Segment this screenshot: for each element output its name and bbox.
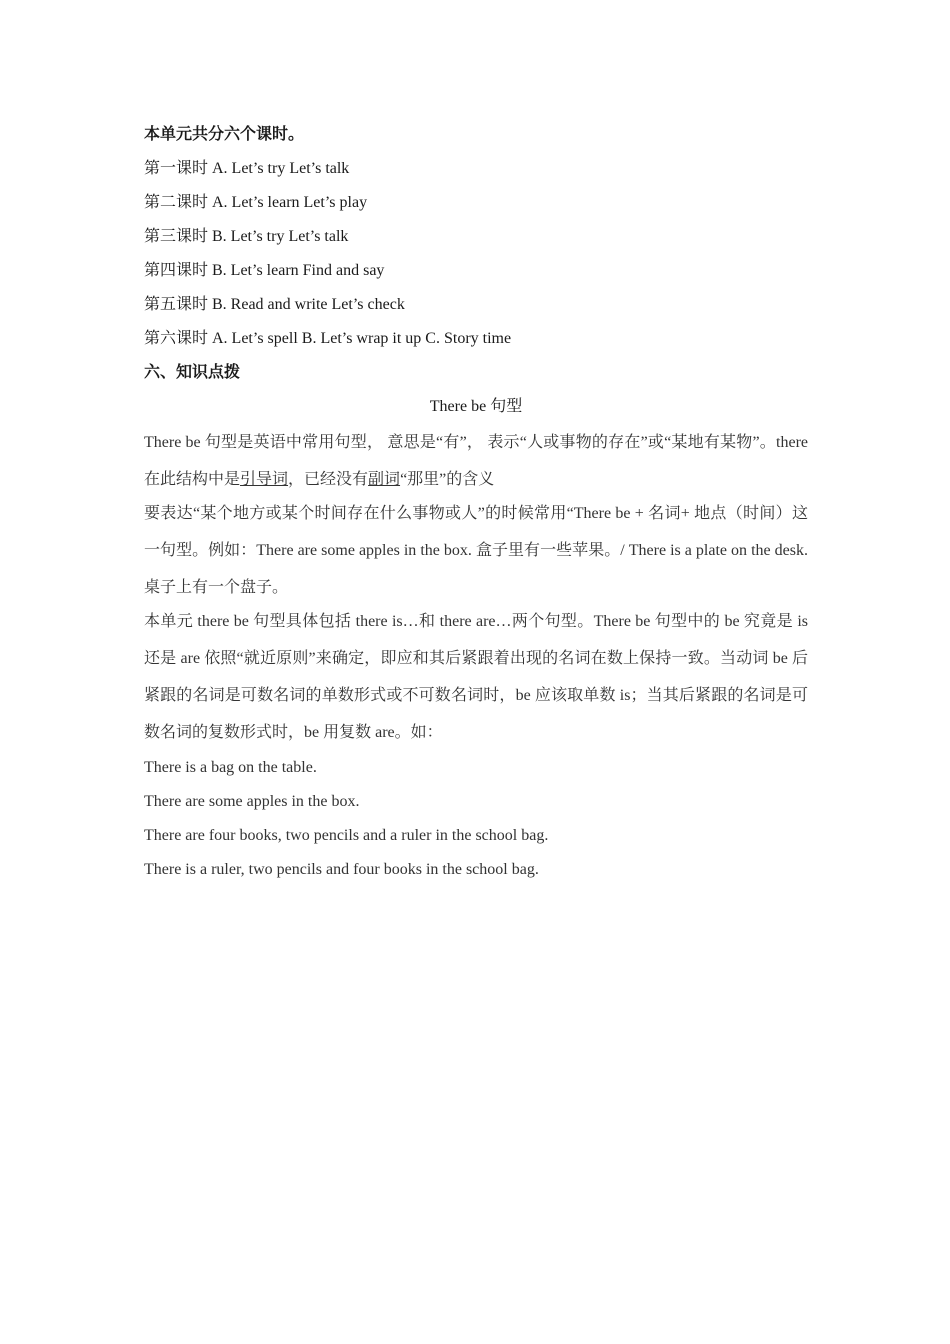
topic-title: There be 句型 [429, 398, 523, 415]
lesson-2: 第二课时 A. Let’s learn Let’s play [144, 194, 368, 211]
example-sentence-3: There are four books, two pencils and a ruler in the school bag. [144, 827, 549, 844]
lesson-5: 第五课时 B. Read and write Let’s check [144, 296, 405, 313]
underlined-term-lead-word: 引导词 [240, 471, 289, 488]
unit-heading: 本单元共分六个课时。 [144, 126, 305, 143]
paragraph-definition-text-b: ，已经没有 [288, 471, 369, 488]
paragraph-definition-text-c: “那里”的含义 [400, 471, 495, 488]
document-page [144, 118, 808, 887]
paragraph-rule: 本单元 there be 句型具体包括 there is…和 there are…两个句型。There be 句型中的 be 究竟是 is 还是 are 依照“就近原则”来确定，即应和其后紧跟着出现的名词在数上保持一致。当动词 be 后紧跟的名词是可数名词的单数形式或不可数名词时，be 应该取单数 is；当其后紧跟的名词是可数名词的复数形式时，be 用复数 are。如： [144, 613, 808, 741]
lesson-1: 第一课时 A. Let’s try Let’s talk [144, 160, 350, 177]
section-heading: 六、知识点拨 [144, 364, 241, 381]
underlined-term-adverb: 副词 [368, 471, 401, 488]
example-sentence-1: There is a bag on the table. [144, 759, 317, 776]
paragraph-usage: 要表达“某个地方或某个时间存在什么事物或人”的时候常用“There be + 名词+ 地点（时间）这一句型。例如：There are some apples in the box. 盒子里有一些苹果。/ There is a plate on the desk. 桌子上有一个盘子。 [144, 505, 808, 596]
example-sentence-2: There are some apples in the box. [144, 793, 360, 810]
paragraph-definition-text-a: There be 句型是英语中常用句型， 意思是“有”， 表示“人或事物的存在”或“某地有某物”。there 在此结构中是 [144, 434, 808, 488]
lesson-3: 第三课时 B. Let’s try Let’s talk [144, 228, 349, 245]
example-sentence-4: There is a ruler, two pencils and four books in the school bag. [144, 861, 539, 878]
lesson-6: 第六课时 A. Let’s spell B. Let’s wrap it up C. Story time [144, 330, 512, 347]
paragraph-definition [144, 424, 808, 498]
lesson-4: 第四课时 B. Let’s learn Find and say [144, 262, 385, 279]
